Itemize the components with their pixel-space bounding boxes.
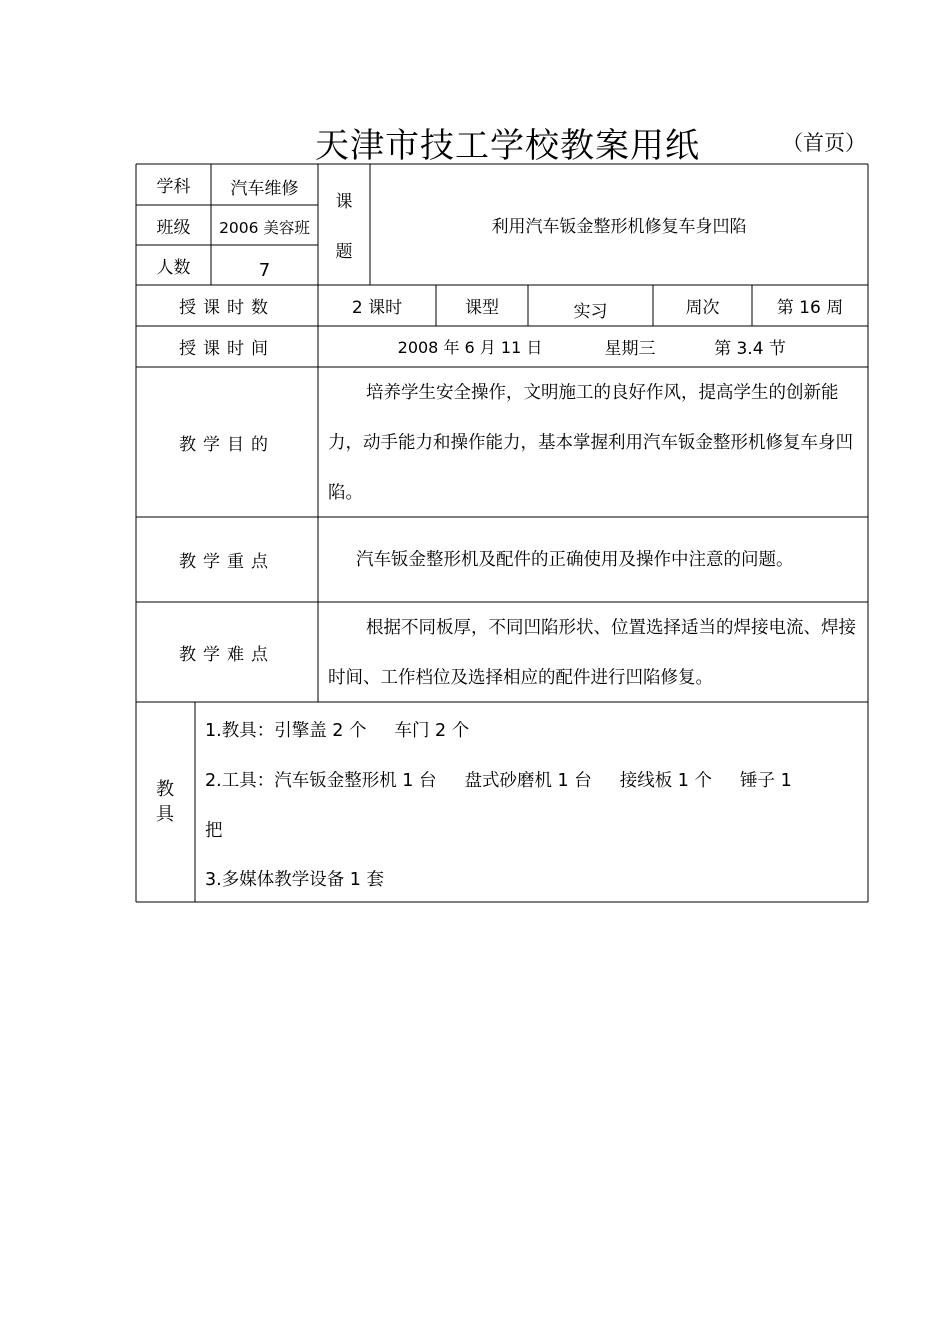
tools-item-door: 车门 2 个 xyxy=(394,721,470,741)
key-point-text xyxy=(318,535,866,585)
count-value: 7 xyxy=(258,259,271,281)
subject-label: 学科 xyxy=(156,177,191,197)
topic-value: 利用汽车钣金整形机修复车身凹陷 xyxy=(491,217,747,237)
topic-label-1: 课 xyxy=(335,191,353,212)
key-point-label: 教学重点 xyxy=(179,552,275,572)
type-value: 实习 xyxy=(573,302,608,322)
tools-item-hood: 1.教具：引擎盖 2 个 xyxy=(205,721,367,741)
count-label: 人数 xyxy=(156,257,191,278)
time-period: 第 3.4 节 xyxy=(714,339,786,359)
tools-item-machine: 2.工具：汽车钣金整形机 1 台 xyxy=(205,771,437,791)
tools-item-hammer: 锤子 1 xyxy=(740,771,792,791)
tools-label-2: 具 xyxy=(156,804,174,825)
type-label: 课型 xyxy=(465,298,499,318)
time-label: 授课时间 xyxy=(179,339,275,359)
topic-label-2: 题 xyxy=(335,241,353,262)
difficulty-body: 根据不同板厚，不同凹陷形状、位置选择适当的焊接电流、焊接时间、工作档位及选择相应的配件进行凹陷修复。 xyxy=(328,618,856,688)
time-date: 2008 年 6 月 11 日 xyxy=(397,338,543,357)
page-note: （首页） xyxy=(782,131,866,155)
time-weekday: 星期三 xyxy=(604,339,656,359)
class-value: 2006 美容班 xyxy=(219,219,310,237)
tools-line-2-wrap: 把 xyxy=(205,821,223,841)
difficulty-text xyxy=(328,603,864,703)
tools-label xyxy=(150,777,180,827)
difficulty-label: 教学难点 xyxy=(179,644,275,665)
objective-text xyxy=(328,368,864,518)
objective-body: 培养学生安全操作，文明施工的良好作风，提高学生的创新能力，动手能力和操作能力，基本掌握利用汽车钣金整形机修复车身凹陷。 xyxy=(328,383,853,503)
tools-line-2 xyxy=(205,767,792,792)
key-point-body: 汽车钣金整形机及配件的正确使用及操作中注意的问题。 xyxy=(356,550,794,570)
hours-label: 授课时数 xyxy=(179,298,275,318)
tools-label-1: 教 xyxy=(156,779,174,800)
tools-item-power-strip: 接线板 1 个 xyxy=(619,771,712,791)
subject-value: 汽车维修 xyxy=(230,179,299,199)
tools-line-1 xyxy=(205,717,469,742)
tools-item-sander: 盘式砂磨机 1 台 xyxy=(464,771,592,791)
objective-label: 教学目的 xyxy=(179,434,275,455)
tools-line-3: 3.多媒体教学设备 1 套 xyxy=(205,870,384,890)
page-title: 天津市技工学校教案用纸 xyxy=(315,126,700,166)
week-label: 周次 xyxy=(685,298,720,318)
hours-value: 2 课时 xyxy=(351,298,403,318)
class-label: 班级 xyxy=(156,217,191,238)
week-value: 第 16 周 xyxy=(776,298,844,318)
